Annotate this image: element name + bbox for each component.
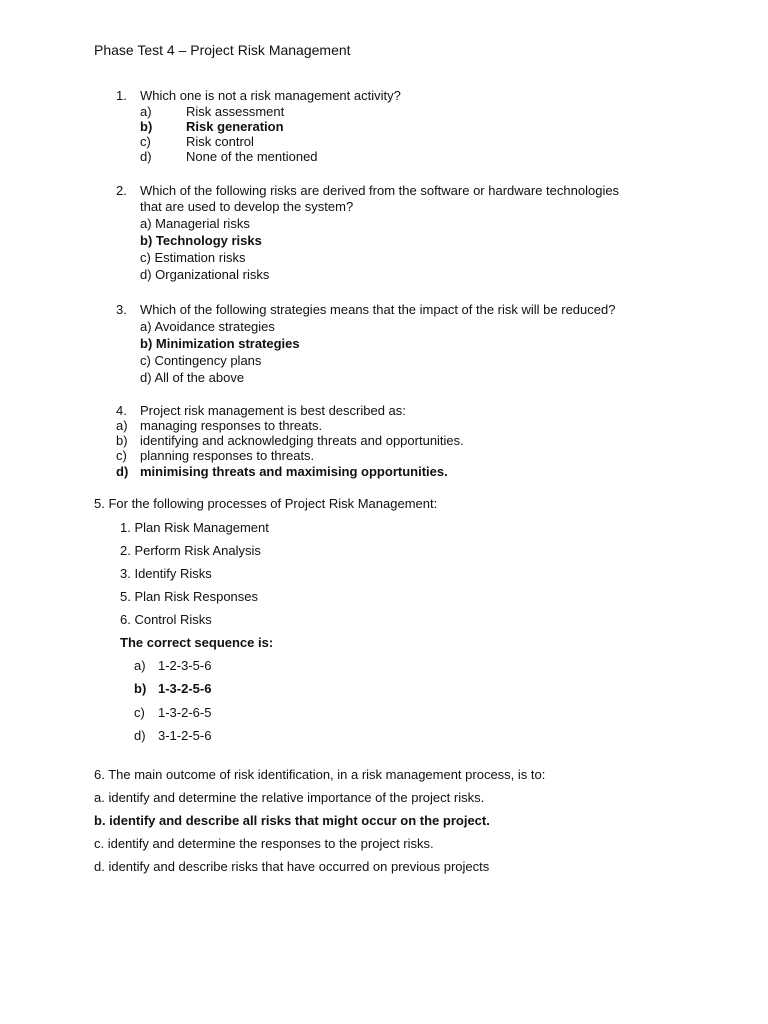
q5-process-5: 6. Control Risks bbox=[120, 612, 212, 627]
q5-option-b-letter: b) bbox=[134, 681, 147, 696]
q1-text: Which one is not a risk management activity? bbox=[140, 88, 401, 103]
q6-option-d: d. identify and describe risks that have occurred on previous projects bbox=[94, 859, 490, 874]
q1-option-letter: a) bbox=[140, 104, 152, 119]
q1-option-text: Risk generation bbox=[186, 119, 284, 134]
q4-option-c-letter: c) bbox=[116, 448, 127, 463]
q4-option-c-text: planning responses to threats. bbox=[140, 448, 315, 463]
q2-option-b: b) Technology risks bbox=[140, 233, 262, 248]
q6-option-b: b. identify and describe all risks that might occur on the project. bbox=[94, 813, 490, 828]
q3-option-c: c) Contingency plans bbox=[140, 353, 262, 368]
q1-option-text: Risk assessment bbox=[186, 104, 285, 119]
q4-text: Project risk management is best described as: bbox=[140, 403, 406, 418]
document-title: Phase Test 4 – Project Risk Management bbox=[94, 42, 351, 58]
q4-option-b-text: identifying and acknowledging threats and opportunities. bbox=[140, 433, 464, 448]
q6-option-c: c. identify and determine the responses to the project risks. bbox=[94, 836, 434, 851]
q3-option-a: a) Avoidance strategies bbox=[140, 319, 275, 334]
q1-number: 1. bbox=[116, 88, 127, 103]
q5-process-4: 5. Plan Risk Responses bbox=[120, 589, 259, 604]
q2-option-a: a) Managerial risks bbox=[140, 216, 250, 231]
q5-option-b-text: 1-3-2-5-6 bbox=[158, 681, 212, 696]
q1-option-letter: d) bbox=[140, 149, 152, 164]
q5-option-d-letter: d) bbox=[134, 728, 146, 743]
q2-number: 2. bbox=[116, 183, 127, 198]
q5-option-a-text: 1-2-3-5-6 bbox=[158, 658, 212, 673]
q5-option-a-letter: a) bbox=[134, 658, 146, 673]
q4-option-a-text: managing responses to threats. bbox=[140, 418, 323, 433]
q5-process-2: 2. Perform Risk Analysis bbox=[120, 543, 261, 558]
q2-option-c: c) Estimation risks bbox=[140, 250, 246, 265]
q3-option-d: d) All of the above bbox=[140, 370, 245, 385]
q1-option-letter: b) bbox=[140, 119, 153, 134]
q1-option-text: None of the mentioned bbox=[186, 149, 318, 164]
q5-process-1: 1. Plan Risk Management bbox=[120, 520, 269, 535]
q5-option-d-text: 3-1-2-5-6 bbox=[158, 728, 212, 743]
q4-option-b-letter: b) bbox=[116, 433, 128, 448]
q6-text: 6. The main outcome of risk identification, in a risk management process, is to: bbox=[94, 767, 546, 782]
q6-option-a: a. identify and determine the relative importance of the project risks. bbox=[94, 790, 485, 805]
q1-option-text: Risk control bbox=[186, 134, 254, 149]
q4-option-d-letter: d) bbox=[116, 464, 129, 479]
q5-text: 5. For the following processes of Project Risk Management: bbox=[94, 496, 438, 511]
q2-option-d: d) Organizational risks bbox=[140, 267, 270, 282]
q5-option-c-letter: c) bbox=[134, 705, 145, 720]
q4-number: 4. bbox=[116, 403, 127, 418]
q1-option-letter: c) bbox=[140, 134, 151, 149]
q3-text: Which of the following strategies means that the impact of the risk will be reduced? bbox=[140, 302, 616, 317]
q5-option-c-text: 1-3-2-6-5 bbox=[158, 705, 212, 720]
q3-option-b: b) Minimization strategies bbox=[140, 336, 300, 351]
q5-sequence-label: The correct sequence is: bbox=[120, 635, 274, 650]
q5-process-3: 3. Identify Risks bbox=[120, 566, 212, 581]
q4-option-d-text: minimising threats and maximising opportunities. bbox=[140, 464, 448, 479]
q4-option-a-letter: a) bbox=[116, 418, 128, 433]
q2-text-line-2: that are used to develop the system? bbox=[140, 199, 354, 214]
q3-number: 3. bbox=[116, 302, 127, 317]
q2-text-line-1: Which of the following risks are derived from the software or hardware technologies bbox=[140, 183, 620, 198]
